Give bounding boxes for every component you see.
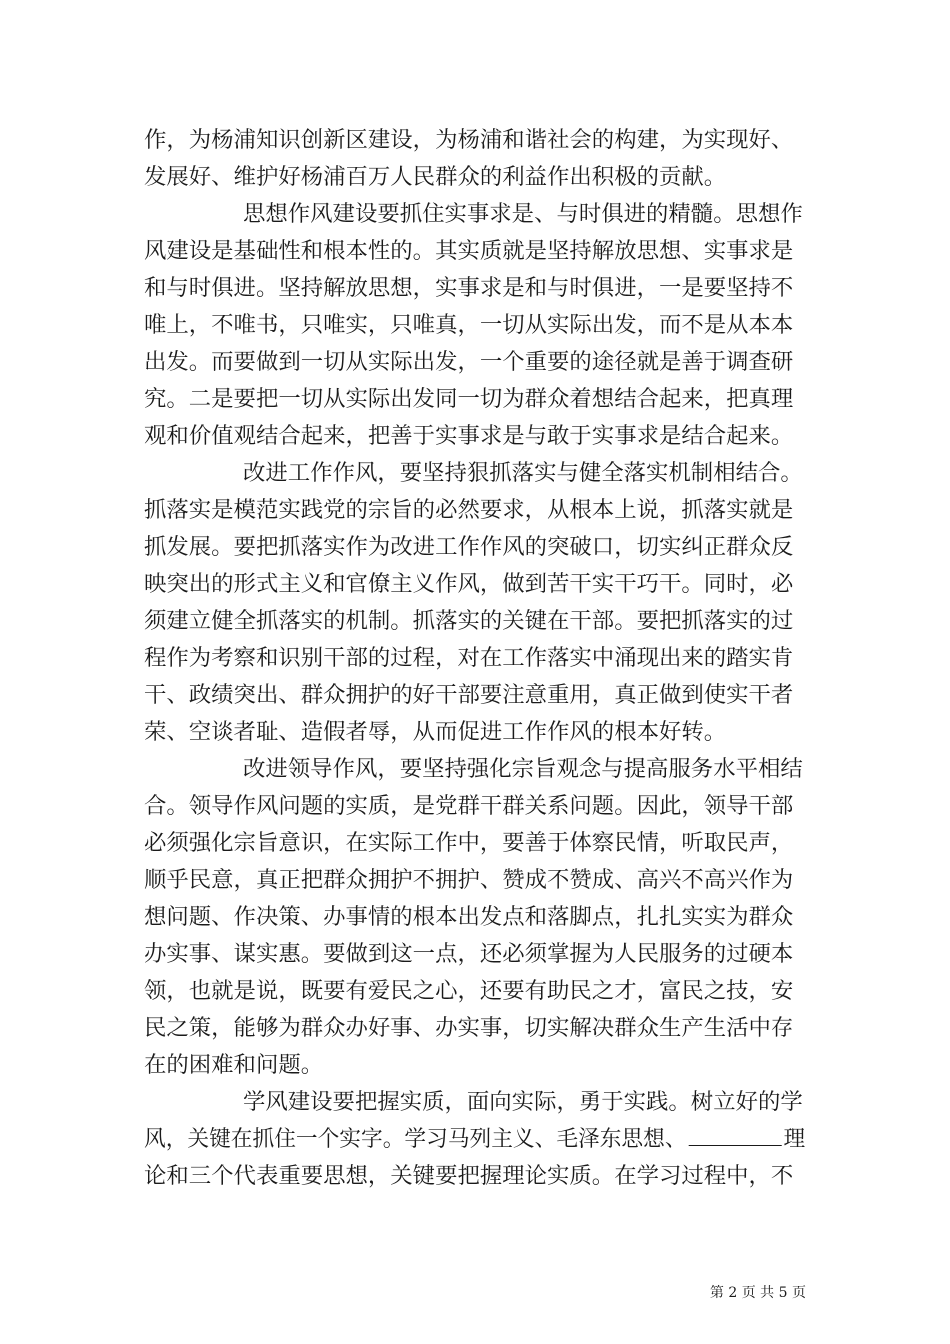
text-line: 映突出的形式主义和官僚主义作风，做到苦干实干巧干。同时，必 (144, 571, 794, 597)
text-line: 作，为杨浦知识创新区建设，为杨浦和谐社会的构建，为实现好、 (144, 127, 794, 153)
text-line: 和与时俱进。坚持解放思想，实事求是和与时俱进，一是要坚持不 (144, 275, 794, 301)
text-line: 发展好、维护好杨浦百万人民群众的利益作出积极的贡献。 (144, 164, 727, 190)
text-line: 合。领导作风问题的实质，是党群干群关系问题。因此，领导干部 (144, 793, 794, 819)
text-line: 抓发展。要把抓落实作为改进工作作风的突破口，切实纠正群众反 (144, 534, 794, 560)
underline-blank (688, 1125, 781, 1146)
page-number: 第 2 页 共 5 页 (709, 1285, 806, 1301)
text-line: 唯上，不唯书，只唯实，只唯真，一切从实际出发，而不是从本本 (144, 312, 794, 338)
text-line: 观和价值观结合起来，把善于实事求是与敢于实事求是结合起来。 (144, 423, 794, 449)
text-line: 民之策，能够为群众办好事、办实事，切实解决群众生产生活中存 (144, 1015, 794, 1041)
text-line: 出发。而要做到一切从实际出发，一个重要的途径就是善于调查研 (144, 349, 794, 375)
text-line: 须建立健全抓落实的机制。抓落实的关键在干部。要把抓落实的过 (144, 608, 794, 634)
text-line: 荣、空谈者耻、造假者辱，从而促进工作作风的根本好转。 (144, 719, 727, 745)
text-line: 领，也就是说，既要有爱民之心，还要有助民之才，富民之技，安 (144, 978, 794, 1004)
paragraph-start-line: 学风建设要把握实质，面向实际，勇于实践。树立好的学 (243, 1089, 803, 1115)
paragraph-start-line: 改进领导作风，要坚持强化宗旨观念与提高服务水平相结 (243, 756, 803, 782)
text-line: 论和三个代表重要思想，关键要把握理论实质。在学习过程中，不 (144, 1163, 794, 1189)
text-line: 想问题、作决策、办事情的根本出发点和落脚点，扎扎实实为群众 (144, 904, 794, 930)
text-segment: 风，关键在抓住一个实字。学习马列主义、毛泽东思想、 (144, 1126, 687, 1152)
text-line: 抓落实是模范实践党的宗旨的必然要求，从根本上说，抓落实就是 (144, 497, 794, 523)
text-line-with-blank (144, 1124, 805, 1154)
text-segment: 理 (783, 1126, 806, 1152)
text-line: 在的困难和问题。 (144, 1052, 324, 1078)
text-line: 办实事、谋实惠。要做到这一点，还必须掌握为人民服务的过硬本 (144, 941, 794, 967)
paragraph-start-line: 思想作风建设要抓住实事求是、与时俱进的精髓。思想作 (243, 201, 803, 227)
text-line: 风建设是基础性和根本性的。其实质就是坚持解放思想、实事求是 (144, 238, 794, 264)
paragraph-start-line: 改进工作作风，要坚持狠抓落实与健全落实机制相结合。 (243, 460, 803, 486)
text-line: 干、政绩突出、群众拥护的好干部要注意重用，真正做到使实干者 (144, 682, 794, 708)
text-line: 程作为考察和识别干部的过程，对在工作落实中涌现出来的踏实肯 (144, 645, 794, 671)
text-line: 必须强化宗旨意识，在实际工作中，要善于体察民情，听取民声， (144, 830, 794, 856)
text-line: 究。二是要把一切从实际出发同一切为群众着想结合起来，把真理 (144, 386, 794, 412)
text-line: 顺乎民意，真正把群众拥护不拥护、赞成不赞成、高兴不高兴作为 (144, 867, 794, 893)
